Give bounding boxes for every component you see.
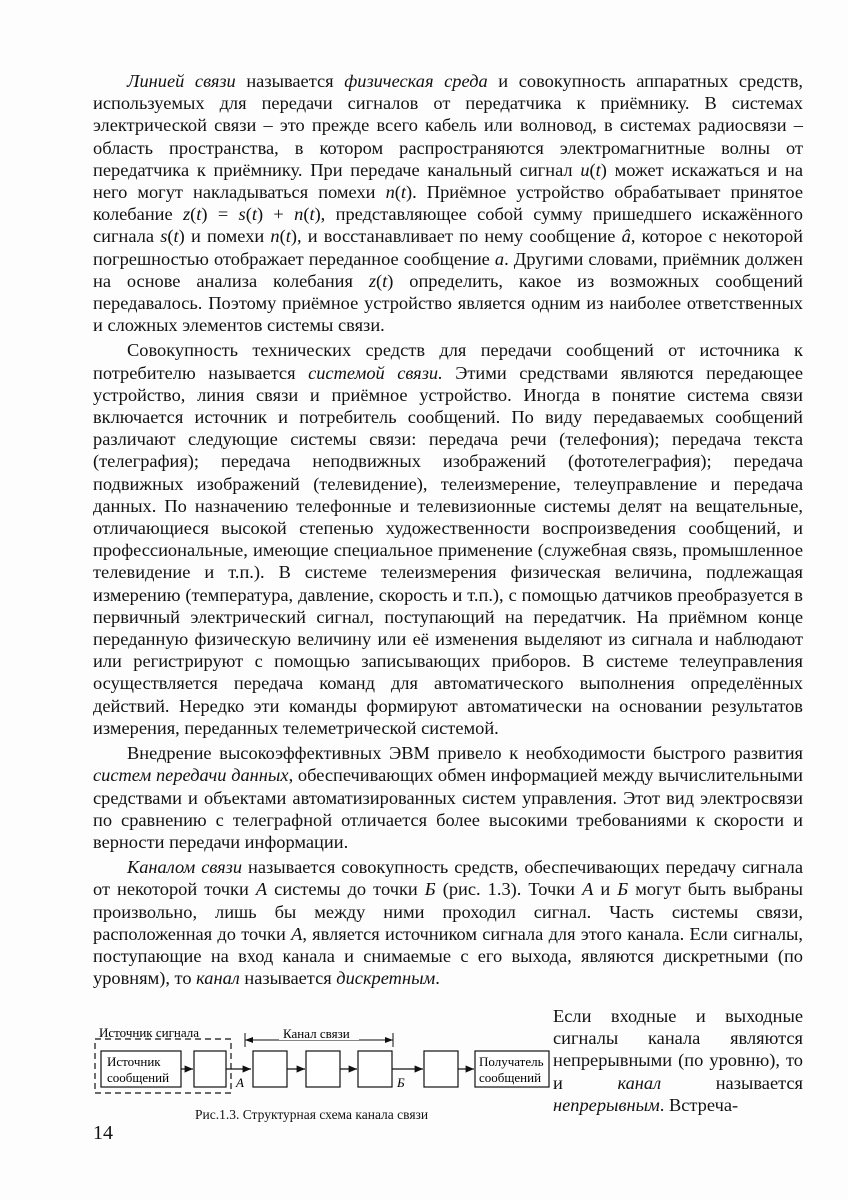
text-run: системы до точки: [267, 879, 425, 900]
channel-block-1: [253, 1051, 287, 1087]
italic-term: физическая среда: [344, 71, 488, 91]
italic-term: u: [580, 159, 590, 180]
italic-term: n: [294, 204, 304, 225]
text-run: ), и восстанавливает по нему сообщение: [290, 226, 622, 247]
text-run: ). Приёмное устройство обрабатывает принятое колебание: [93, 182, 804, 225]
text-run: (: [394, 182, 401, 203]
text-run: и: [593, 879, 618, 900]
text-run: и совокупность аппаратных средств, используемых для передачи сигналов от передатчика к приёмнику. В системах электрической связи – это прежде всего кабель или волновод, в системах радиосвязи – область пространства, в котором распространяются электромагнитные волны от передатчика к приёмнику. При передаче канальный сигнал: [93, 71, 803, 180]
page-number: 14: [93, 1122, 113, 1144]
text-run: называется: [239, 968, 337, 989]
text-run: , обеспечивающих обмен информацией между вычислительными средствами и объектами автоматизированных систем управления. Этот вид электросвязи по сравнению с телеграфной отличается более высокими требованиями к скорости и верности передачи информации.: [93, 765, 803, 852]
italic-term: непрерывным: [553, 1094, 660, 1115]
italic-term: t: [400, 182, 407, 203]
body-text: [93, 70, 803, 992]
text-run: Этими средствами являются передающее устройство, линия связи и приёмное устройство. Иногда в понятие система связи включается источник и потребитель сообщений. По виду передаваемых сообщений различают следующие системы связи: передача речи (телефония); передача текста (телеграфия); передача неподвижных изображений (фототелеграфия); передача подвижных изображений (телевидение), телеизмерение, телеуправление и передача данных. По назначению телефонные и телевизионные системы делят на вещательные, отличающиеся высокой степенью художественности воспроизведения сообщений, и профессиональные, имеющие специальное применение (служебная связь, промышленное телевидение и т.п.). В системе телеизмерения физическая величина, подлежащая измерению (температура, давление, скорость и т.п.), с помощью датчиков преобразуется в первичный электрический сигнал, поступающий на передатчик. На приёмном конце переданную физическую величину или её изменения выделяют из сигнала и наблюдают или регистрируют с помощью записывающих приборов. В системе телеуправления осуществляется передача команд для автоматического выполнения определённых действий. Нередко эти команды формируют автоматически на основании результатов измерения, переданных телеметрической системой.: [93, 362, 804, 738]
channel-block-3: [358, 1051, 392, 1087]
text-run: ) и помехи: [178, 226, 271, 247]
figure-caption: Рис.1.3. Структурная схема канала связи: [195, 1107, 429, 1122]
italic-term: s: [160, 226, 168, 247]
italic-term: n: [270, 226, 280, 247]
wrap-paragraph: [553, 1005, 803, 1116]
italic-term: канал: [196, 968, 240, 989]
italic-term: Каналом связи: [127, 857, 243, 878]
channel-arrowhead-right: [385, 1037, 393, 1043]
text-run: (: [167, 226, 174, 247]
italic-term: А: [582, 879, 594, 900]
text-run: (: [279, 226, 286, 247]
italic-term: канал: [617, 1072, 662, 1093]
italic-term: t: [309, 204, 315, 225]
text-run: . Встреча-: [659, 1094, 739, 1115]
italic-term: â: [621, 226, 631, 247]
italic-term: Б: [424, 879, 436, 900]
italic-term: дискретным: [336, 968, 436, 989]
italic-term: t: [251, 204, 257, 225]
text-run: ) может искажаться и на него могут накладываться помехи: [93, 159, 803, 203]
italic-term: n: [385, 182, 395, 203]
text-run: (: [245, 204, 252, 225]
point-a-label: А: [236, 1075, 244, 1090]
text-run: ) =: [201, 204, 239, 225]
text-run: . Другими словами, приёмник должен на основе анализа колебания: [93, 248, 803, 291]
italic-term: А: [291, 923, 303, 944]
text-run: Если входные и выходные сигналы канала являются непрерывными (по уровню), то и: [553, 1006, 803, 1093]
italic-term: Б: [617, 879, 629, 900]
text-run: ), представляющее собой сумму пришедшего искажённого сигнала: [93, 204, 803, 247]
italic-term: t: [382, 270, 388, 291]
source-block-line2: сообщений: [107, 1070, 170, 1085]
italic-term: А: [255, 879, 268, 900]
paragraph-data-transmission: [93, 742, 803, 853]
italic-term: z: [368, 270, 377, 291]
channel-block-2: [306, 1051, 340, 1087]
channel-block-diagram: [93, 1025, 553, 1105]
text-run: ) +: [256, 204, 295, 225]
transmitter-block: [194, 1051, 226, 1087]
italic-term: s: [238, 204, 246, 225]
text-run: (: [589, 159, 596, 180]
italic-term: z: [182, 204, 191, 225]
paragraph-communication-line: [93, 70, 803, 336]
text-run: называется: [661, 1072, 803, 1093]
text-run: ) определить, какое из возможных сообщений передавалось. Поэтому приёмное устройство является одним из наиболее ответственных и сложных элементов системы связи.: [93, 270, 803, 336]
text-run: (рис. 1.3). Точки: [435, 879, 583, 900]
text-run: (: [190, 204, 197, 225]
italic-term: a: [494, 248, 505, 269]
text-run: Внедрение высокоэффективных ЭВМ привело к необходимости быстрого развития: [127, 743, 803, 764]
source-block-line1: Источник: [107, 1054, 161, 1069]
paragraph-communication-channel: [93, 856, 803, 989]
text-run: , является источником сигнала для этого канала. Если сигналы, поступающие на вход канала и снимаемые с его выхода, являются дискретными (по уровням), то: [93, 923, 803, 989]
text-run: (: [376, 270, 383, 291]
text-run: называется: [235, 71, 345, 91]
text-run: (: [303, 204, 310, 225]
italic-term: t: [285, 226, 291, 247]
italic-term: t: [173, 226, 179, 247]
italic-term: t: [595, 159, 601, 180]
channel-arrowhead-left: [245, 1037, 253, 1043]
italic-term: Линией связи: [127, 71, 236, 91]
text-run: могут быть выбраны произвольно, лишь бы между ними проходил сигнал. Часть системы связи, расположенная до точки: [93, 879, 803, 944]
receiver-block: [424, 1051, 458, 1087]
recipient-block-line1: Получатель: [479, 1054, 544, 1069]
text-run: .: [435, 968, 440, 989]
recipient-block-line2: сообщений: [479, 1070, 542, 1085]
point-b-label: Б: [397, 1075, 405, 1090]
channel-label: Канал связи: [283, 1026, 350, 1041]
italic-term: t: [196, 204, 202, 225]
source-group-label: Источник сигнала: [99, 1025, 200, 1040]
text-run: Совокупность технических средств для передачи сообщений от источника к потребителю называется: [93, 340, 803, 383]
text-run: называется совокупность средств, обеспечивающих передачу сигнала от некоторой точки: [93, 857, 803, 900]
text-run: , которое с некоторой погрешностью отображает переданное сообщение: [93, 226, 803, 269]
italic-term: системой связи.: [308, 362, 443, 383]
paragraph-communication-system: [93, 339, 803, 739]
italic-term: систем передачи данных: [93, 765, 289, 786]
